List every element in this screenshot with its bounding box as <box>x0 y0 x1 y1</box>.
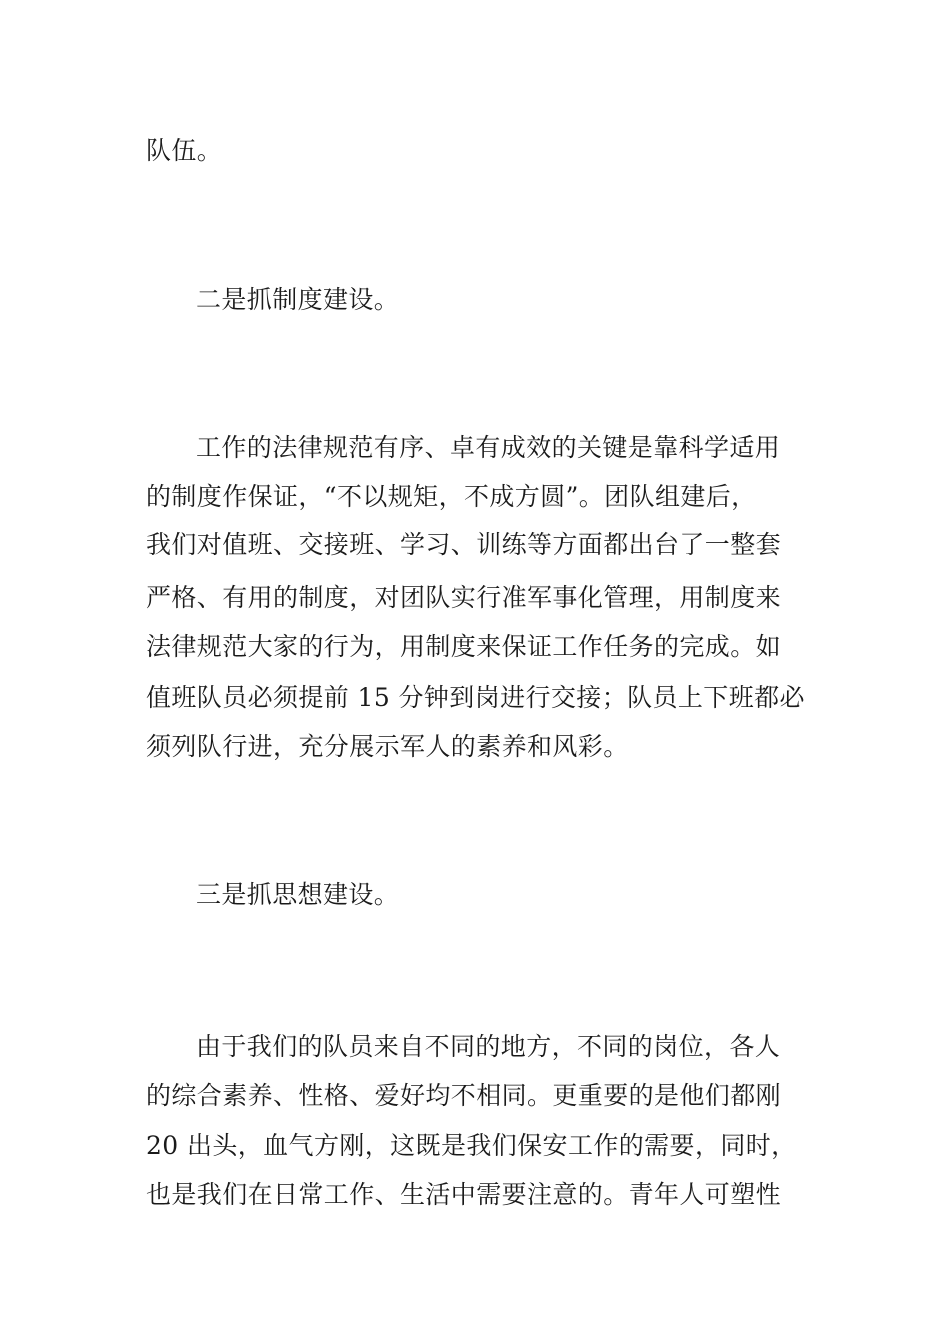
paragraph-line: 我们对值班、交接班、学习、训练等方面都出台了一整套 <box>146 530 782 559</box>
section-heading: 三是抓思想建设。 <box>196 880 400 909</box>
paragraph-line: 的综合素养、性格、爱好均不相同。更重要的是他们都刚 <box>146 1081 782 1110</box>
paragraph-line: 严格、有用的制度，对团队实行准军事化管理，用制度来 <box>146 583 782 612</box>
paragraph-line: 值班队员必须提前 15 分钟到岗进行交接；队员上下班都必 <box>146 683 805 712</box>
paragraph-line: 也是我们在日常工作、生活中需要注意的。青年人可塑性 <box>146 1180 782 1209</box>
paragraph-line: 20 出头，血气方刚，这既是我们保安工作的需要，同时， <box>146 1131 797 1160</box>
paragraph-line: 法律规范大家的行为，用制度来保证工作任务的完成。如 <box>146 632 782 661</box>
paragraph-line: 须列队行进，充分展示军人的素养和风彩。 <box>146 732 629 761</box>
paragraph-line: 由于我们的队员来自不同的地方，不同的岗位，各人 <box>196 1032 781 1061</box>
paragraph-line: 工作的法律规范有序、卓有成效的关键是靠科学适用 <box>196 433 781 462</box>
paragraph-line: 队伍。 <box>146 136 223 165</box>
paragraph-line: 的制度作保证，“不以规矩，不成方圆”。团队组建后， <box>146 482 757 511</box>
section-heading: 二是抓制度建设。 <box>196 285 400 314</box>
